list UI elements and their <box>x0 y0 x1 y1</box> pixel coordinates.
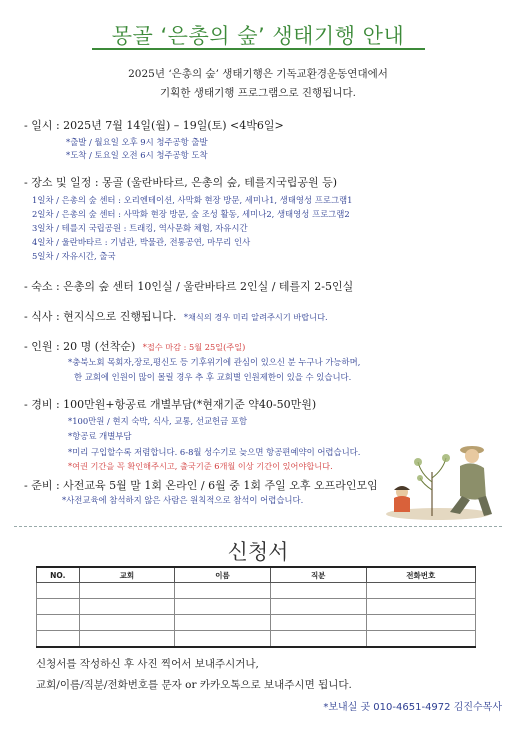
form-cell[interactable] <box>366 615 475 631</box>
form-cell[interactable] <box>79 615 175 631</box>
people-note-1: *충북노회 목회자,장로,평신도 등 기후위기에 관심이 있으신 분 누구나 가능하며, <box>68 357 361 367</box>
cost-note-3: *미리 구입할수록 저렴합니다. 6-8월 성수기로 늦으면 항공편예약이 어렵습니다. <box>68 447 361 457</box>
form-cell[interactable] <box>366 631 475 648</box>
meals-text: - 식사 : 현지식으로 진행됩니다. <box>24 310 177 323</box>
form-cell[interactable] <box>79 631 175 648</box>
itinerary-day-2: 2일차 / 은총의 숲 센터 : 사막화 현장 방문, 숲 조성 활동, 세미나2, 생태영성 프로그램2 <box>32 209 350 219</box>
form-cell[interactable] <box>366 599 475 615</box>
form-cell[interactable] <box>37 583 80 599</box>
form-cell[interactable] <box>175 631 271 648</box>
cost-note-2: *항공료 개별부담 <box>68 431 132 441</box>
form-cell[interactable] <box>175 615 271 631</box>
form-cell[interactable] <box>37 615 80 631</box>
itinerary-day-5: 5일차 / 자유시간, 출국 <box>32 251 116 261</box>
page-title: 몽골 ‘은총의 숲’ 생태기행 안내 <box>111 24 405 48</box>
departure-note: *출발 / 월요일 오후 9시 청주공항 출발 <box>66 137 208 147</box>
form-cell[interactable] <box>175 583 271 599</box>
planting-illustration <box>380 432 500 522</box>
table-row <box>37 615 476 631</box>
header-church: 교회 <box>79 567 175 583</box>
prep-heading: - 준비 : 사전교육 5월 말 1회 온라인 / 6월 중 1회 주일 오후 오프라인모임 <box>24 479 378 492</box>
title-underline <box>92 48 425 50</box>
passport-note: *여권 기간을 꼭 확인해주시고, 출국기준 6개월 이상 기간이 있어야합니다. <box>68 461 333 471</box>
arrival-note: *도착 / 토요일 오전 6시 청주공항 도착 <box>66 150 208 160</box>
header-no: NO. <box>37 567 80 583</box>
header-phone: 전화번호 <box>366 567 475 583</box>
closing-line-1: 신청서를 작성하신 후 사진 찍어서 보내주시거나, <box>36 658 259 670</box>
itinerary-heading: - 장소 및 일정 : 몽골 (울란바타르, 은총의 숲, 테를지국립공원 등) <box>24 176 337 189</box>
schedule-heading: - 일시 : 2025년 7월 14일(월) – 19일(토) <4박6일> <box>24 119 284 132</box>
form-cell[interactable] <box>175 599 271 615</box>
form-cell[interactable] <box>270 631 366 648</box>
form-header-row <box>37 567 476 583</box>
form-cell[interactable] <box>79 583 175 599</box>
section-divider <box>14 526 502 527</box>
people-line <box>24 338 245 354</box>
form-title: 신청서 <box>227 540 289 564</box>
itinerary-day-4: 4일차 / 울란바타르 : 기념관, 박물관, 전통공연, 마무리 인사 <box>32 237 251 247</box>
form-cell[interactable] <box>366 583 475 599</box>
contact-info: *보내실 곳 010-4651-4972 김진수목사 <box>323 702 502 713</box>
header-name: 이름 <box>175 567 271 583</box>
table-row <box>37 631 476 648</box>
itinerary-day-1: 1일차 / 은총의 숲 센터 : 오리엔테이션, 사막화 현장 방문, 세미나1, 생태영성 프로그램1 <box>32 195 353 205</box>
cost-heading: - 경비 : 100만원+항공료 개별부담(*현재기준 약40-50만원) <box>24 398 317 411</box>
table-row <box>37 599 476 615</box>
lodging-line: - 숙소 : 은총의 숲 센터 10인실 / 울란바타르 2인실 / 테를지 2-5인실 <box>24 280 354 293</box>
intro-line-2: 기획한 생태기행 프로그램으로 진행됩니다. <box>160 87 356 99</box>
meals-note: *채식의 경우 미리 알려주시기 바랍니다. <box>183 312 328 322</box>
application-form-table <box>36 566 476 648</box>
table-row <box>37 583 476 599</box>
form-cell[interactable] <box>270 583 366 599</box>
form-cell[interactable] <box>37 631 80 648</box>
closing-line-2: 교회/이름/직분/전화번호를 문자 or 카카오톡으로 보내주시면 됩니다. <box>36 679 352 691</box>
intro-line-1: 2025년 ‘은총의 숲’ 생태기행은 기독교환경운동연대에서 <box>128 68 388 80</box>
itinerary-day-3: 3일차 / 테를지 국립공원 : 트래킹, 역사문화 체험, 자유시간 <box>32 223 248 233</box>
prep-note: *사전교육에 참석하지 않은 사람은 원칙적으로 참석이 어렵습니다. <box>62 495 304 505</box>
form-cell[interactable] <box>270 599 366 615</box>
form-cell[interactable] <box>270 615 366 631</box>
form-cell[interactable] <box>37 599 80 615</box>
meals-line <box>24 308 328 324</box>
deadline-note: *접수 마감 : 5월 25일(주일) <box>142 342 246 352</box>
cost-note-1: *100만원 / 현지 숙박, 식사, 교통, 선교헌금 포함 <box>68 416 248 426</box>
people-note-2: 한 교회에 인원이 많이 몰릴 경우 추 후 교회별 인원제한이 있을 수 있습니다. <box>74 372 352 382</box>
form-cell[interactable] <box>79 599 175 615</box>
header-position: 직분 <box>270 567 366 583</box>
people-text: - 인원 : 20 명 (선착순) <box>24 340 136 353</box>
